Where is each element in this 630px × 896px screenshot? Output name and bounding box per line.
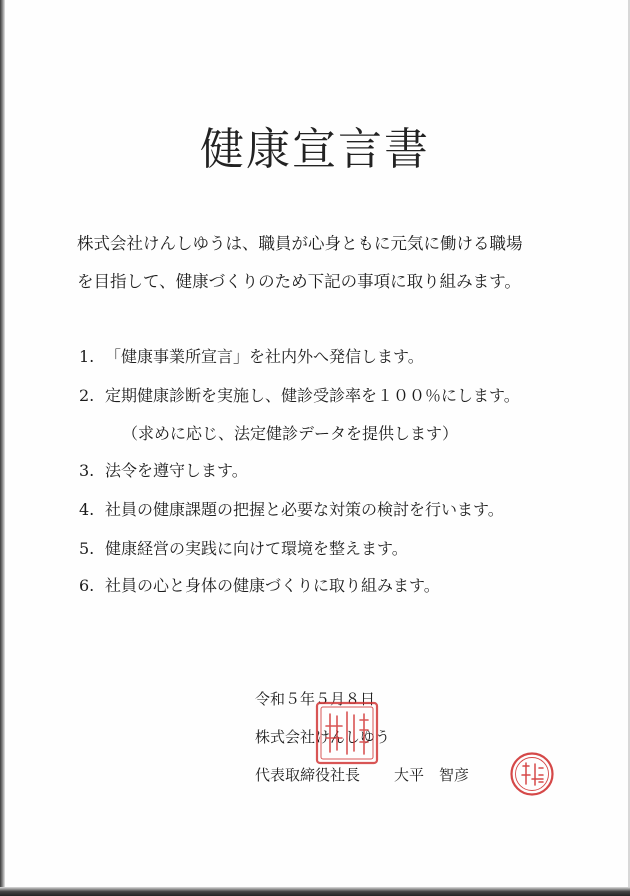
list-item-number: 3. — [79, 461, 95, 480]
intro-line-2: を目指して、健康づくりのため下記の事項に取り組みます。 — [77, 272, 521, 291]
list-item-number: 6. — [79, 576, 95, 595]
representative-title: 代表取締役社長 — [255, 766, 361, 784]
list-item-number: 4. — [79, 500, 95, 519]
list-item-number: 5. — [79, 539, 95, 558]
list-item-text: 「健康事業所宣言」を社内外へ発信します。 — [105, 347, 424, 366]
list-item-text: 社員の心と身体の健康づくりに取り組みます。 — [105, 576, 440, 595]
list-item-5 — [79, 539, 408, 559]
intro-line-1: 株式会社けんしゆうは、職員が心身ともに元気に働ける職場 — [77, 234, 523, 253]
list-item-4 — [79, 500, 504, 520]
list-item-text: 健康経営の実践に向けて環境を整えます。 — [105, 539, 408, 558]
document-title: 健康宣言書 — [200, 124, 430, 175]
representative-name: 大平 智彦 — [394, 766, 470, 784]
representative-seal-stamp — [509, 751, 555, 797]
list-item-1 — [79, 347, 424, 367]
signature-representative — [255, 765, 469, 785]
list-item-2-note: （求めに応じ、法定健診データを提供します） — [122, 424, 459, 443]
scan-edge-bottom — [0, 887, 630, 896]
list-item-6 — [79, 576, 440, 596]
list-item-number: 1. — [79, 347, 95, 366]
list-item-text: 社員の健康課題の把握と必要な対策の検討を行います。 — [105, 500, 504, 519]
company-seal-stamp — [314, 700, 380, 766]
list-item-2 — [79, 386, 520, 406]
list-item-text: 法令を遵守します。 — [105, 461, 248, 480]
list-item-text: 定期健康診断を実施し、健診受診率を１００％にします。 — [105, 386, 520, 405]
list-item-3 — [79, 461, 248, 481]
list-item-number: 2. — [79, 386, 95, 405]
signature-company: 株式会社けんしゆう — [255, 728, 391, 746]
signature-date: 令和５年５月８日 — [255, 690, 376, 708]
